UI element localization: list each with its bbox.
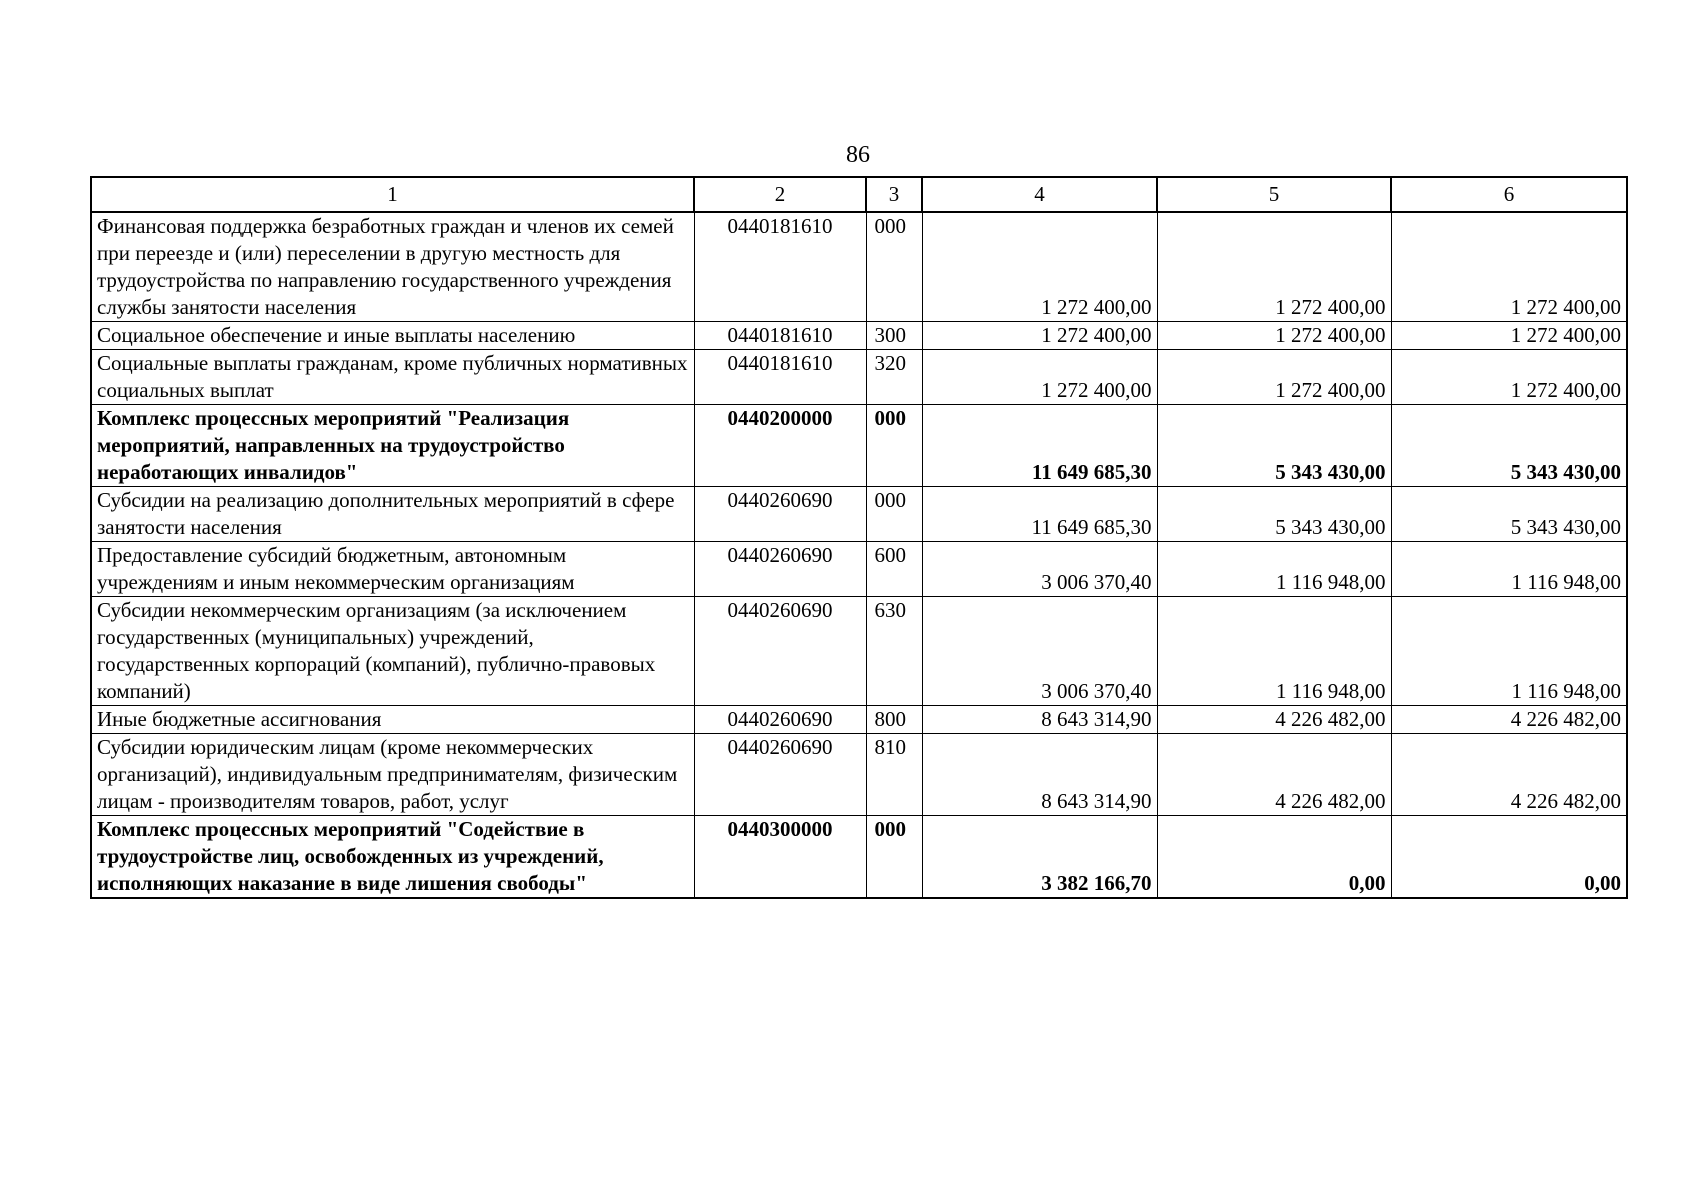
row-value-col6-cell: 1 272 400,00	[1391, 212, 1627, 322]
table-row	[91, 405, 1627, 487]
row-code-cell: 0440300000	[694, 816, 866, 899]
row-value-col4-cell: 1 272 400,00	[922, 212, 1157, 322]
row-name-cell: Иные бюджетные ассигнования	[91, 706, 694, 734]
row-value-col5-cell: 1 116 948,00	[1157, 597, 1391, 706]
row-expense-type-cell: 000	[866, 487, 922, 542]
row-code-cell: 0440181610	[694, 212, 866, 322]
row-value-col4-cell: 3 382 166,70	[922, 816, 1157, 899]
row-value-col4-cell: 8 643 314,90	[922, 734, 1157, 816]
row-value-col5-cell: 4 226 482,00	[1157, 706, 1391, 734]
table-row	[91, 816, 1627, 899]
table-row	[91, 212, 1627, 322]
row-expense-type-cell: 300	[866, 322, 922, 350]
row-value-col6-cell: 1 272 400,00	[1391, 322, 1627, 350]
row-value-col6-cell: 1 272 400,00	[1391, 350, 1627, 405]
row-expense-type-cell: 800	[866, 706, 922, 734]
row-code-cell: 0440260690	[694, 734, 866, 816]
table-row	[91, 542, 1627, 597]
row-value-col5-cell: 1 116 948,00	[1157, 542, 1391, 597]
table-header-row	[91, 177, 1627, 212]
page-number: 86	[846, 142, 870, 168]
row-value-col5-cell: 5 343 430,00	[1157, 405, 1391, 487]
table-row	[91, 597, 1627, 706]
row-code-cell: 0440260690	[694, 706, 866, 734]
row-name-cell: Комплекс процессных мероприятий "Реализация мероприятий, направленных на трудоустройство неработающих инвалидов"	[91, 405, 694, 487]
row-code-cell: 0440260690	[694, 597, 866, 706]
table-row	[91, 734, 1627, 816]
row-name-cell: Субсидии юридическим лицам (кроме некоммерческих организаций), индивидуальным предпринимателям, физическим лицам - производителям товаров, работ, услуг	[91, 734, 694, 816]
row-name-cell: Предоставление субсидий бюджетным, автономным учреждениям и иным некоммерческим организациям	[91, 542, 694, 597]
column-header-1: 1	[91, 177, 694, 212]
row-value-col4-cell: 3 006 370,40	[922, 597, 1157, 706]
row-value-col5-cell: 1 272 400,00	[1157, 212, 1391, 322]
table-row	[91, 322, 1627, 350]
row-value-col5-cell: 4 226 482,00	[1157, 734, 1391, 816]
row-value-col4-cell: 1 272 400,00	[922, 322, 1157, 350]
row-expense-type-cell: 630	[866, 597, 922, 706]
row-name-cell: Финансовая поддержка безработных граждан и членов их семей при переезде и (или) переселении в другую местность для трудоустройства по направлению государственного учреждения службы занятости населения	[91, 212, 694, 322]
table-row	[91, 350, 1627, 405]
row-value-col6-cell: 4 226 482,00	[1391, 706, 1627, 734]
row-value-col6-cell: 5 343 430,00	[1391, 487, 1627, 542]
row-code-cell: 0440260690	[694, 487, 866, 542]
column-header-6: 6	[1391, 177, 1627, 212]
row-code-cell: 0440181610	[694, 350, 866, 405]
row-expense-type-cell: 000	[866, 405, 922, 487]
row-expense-type-cell: 000	[866, 212, 922, 322]
row-code-cell: 0440200000	[694, 405, 866, 487]
row-code-cell: 0440260690	[694, 542, 866, 597]
row-expense-type-cell: 000	[866, 816, 922, 899]
row-expense-type-cell: 810	[866, 734, 922, 816]
row-value-col5-cell: 5 343 430,00	[1157, 487, 1391, 542]
column-header-2: 2	[694, 177, 866, 212]
row-expense-type-cell: 600	[866, 542, 922, 597]
row-name-cell: Субсидии на реализацию дополнительных мероприятий в сфере занятости населения	[91, 487, 694, 542]
column-header-5: 5	[1157, 177, 1391, 212]
row-name-cell: Социальное обеспечение и иные выплаты населению	[91, 322, 694, 350]
row-value-col4-cell: 11 649 685,30	[922, 487, 1157, 542]
budget-table	[90, 176, 1628, 899]
table-body	[91, 212, 1627, 898]
row-name-cell: Комплекс процессных мероприятий "Содействие в трудоустройстве лиц, освобожденных из учреждений, исполняющих наказание в виде лишения свободы"	[91, 816, 694, 899]
column-header-3: 3	[866, 177, 922, 212]
column-header-4: 4	[922, 177, 1157, 212]
row-value-col4-cell: 3 006 370,40	[922, 542, 1157, 597]
row-value-col6-cell: 0,00	[1391, 816, 1627, 899]
table-row	[91, 706, 1627, 734]
row-value-col5-cell: 0,00	[1157, 816, 1391, 899]
row-name-cell: Социальные выплаты гражданам, кроме публичных нормативных социальных выплат	[91, 350, 694, 405]
row-expense-type-cell: 320	[866, 350, 922, 405]
row-value-col5-cell: 1 272 400,00	[1157, 350, 1391, 405]
row-value-col4-cell: 11 649 685,30	[922, 405, 1157, 487]
table-row	[91, 487, 1627, 542]
row-value-col6-cell: 4 226 482,00	[1391, 734, 1627, 816]
row-value-col4-cell: 1 272 400,00	[922, 350, 1157, 405]
row-value-col6-cell: 1 116 948,00	[1391, 542, 1627, 597]
row-value-col5-cell: 1 272 400,00	[1157, 322, 1391, 350]
row-value-col6-cell: 5 343 430,00	[1391, 405, 1627, 487]
row-value-col6-cell: 1 116 948,00	[1391, 597, 1627, 706]
row-value-col4-cell: 8 643 314,90	[922, 706, 1157, 734]
row-code-cell: 0440181610	[694, 322, 866, 350]
row-name-cell: Субсидии некоммерческим организациям (за исключением государственных (муниципальных) учреждений, государственных корпораций (компаний), публично-правовых компаний)	[91, 597, 694, 706]
